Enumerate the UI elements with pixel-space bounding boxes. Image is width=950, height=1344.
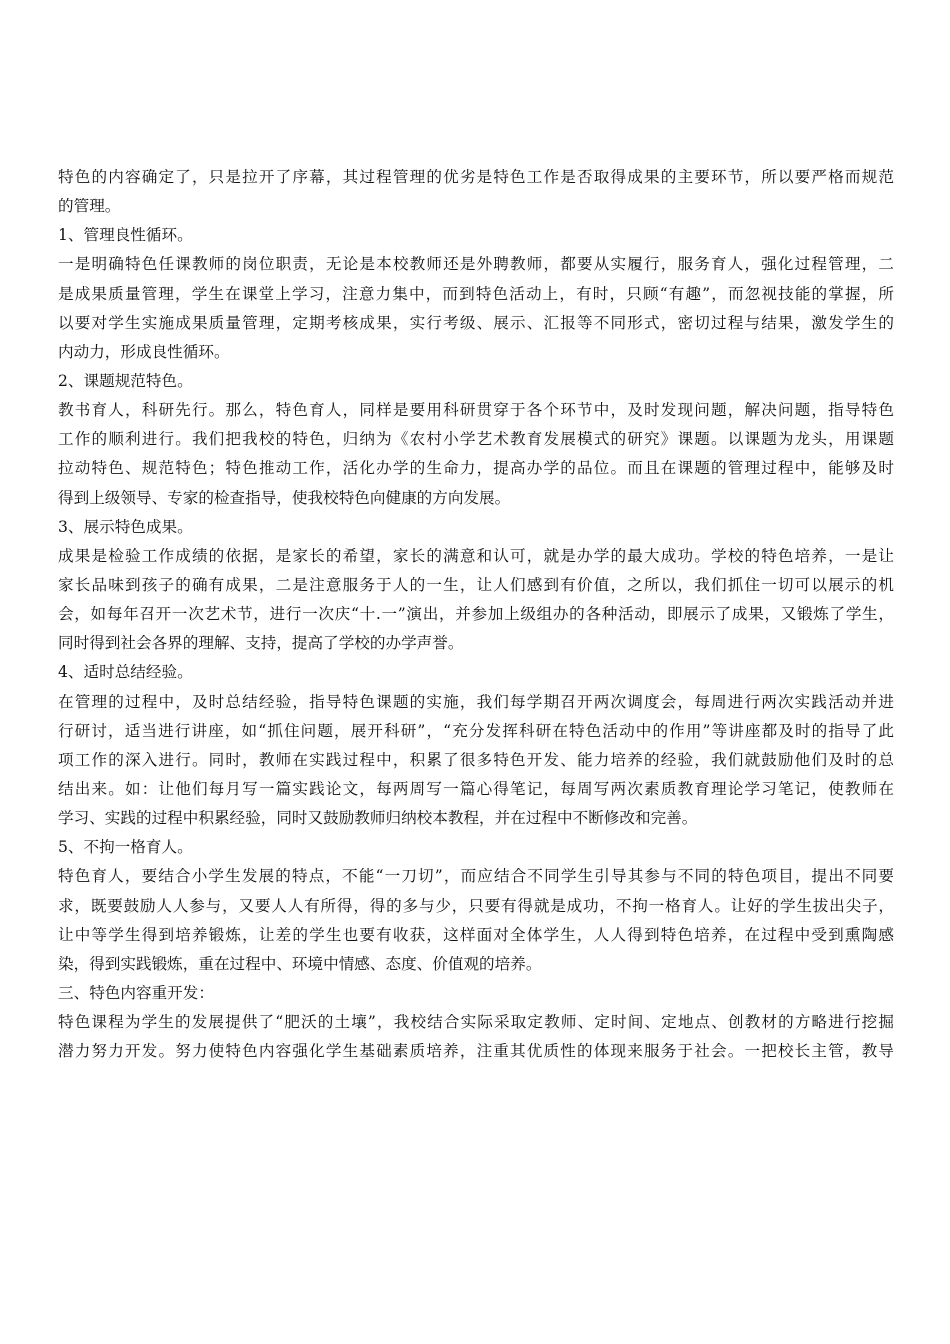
text-line: 的管理。 bbox=[58, 197, 121, 216]
text-line: 内动力，形成良性循环。 bbox=[58, 342, 230, 361]
text-line: 3、展示特色成果。 bbox=[58, 517, 193, 536]
text-line: 在管理的过程中，及时总结经验，指导特色课题的实施，我们每学期召开两次调度会，每周进行两次实践活动并进 bbox=[58, 692, 894, 711]
text-line: 拉动特色、规范特色；特色推动工作，活化办学的生命力，提高办学的品位。而且在课题的管理过程中，能够及时 bbox=[58, 459, 894, 478]
text-line: 是成果质量管理，学生在课堂上学习，注意力集中，而到特色活动上，有时，只顾“有趣”，而忽视技能的掌握，所 bbox=[58, 284, 894, 303]
text-line: 求，既要鼓励人人参与，又要人人有所得，得的多与少，只要有得就是成功，不拘一格育人。让好的学生拔出尖子， bbox=[58, 896, 894, 915]
text-line: 家长品味到孩子的确有成果，二是注意服务于人的一生，让人们感到有价值，之所以，我们抓住一切可以展示的机 bbox=[58, 575, 894, 594]
text-line: 染，得到实践锻炼，重在过程中、环境中情感、态度、价值观的培养。 bbox=[58, 954, 542, 973]
document-body bbox=[58, 163, 894, 1066]
text-line: 5、不拘一格育人。 bbox=[58, 838, 193, 857]
text-line: 工作的顺利进行。我们把我校的特色，归纳为《农村小学艺术教育发展模式的研究》课题。以课题为龙头，用课题 bbox=[58, 430, 894, 449]
text-line: 以要对学生实施成果质量管理，定期考核成果，实行考级、展示、汇报等不同形式，密切过程与结果，激发学生的 bbox=[58, 313, 894, 332]
text-line: 成果是检验工作成绩的依据，是家长的希望，家长的满意和认可，就是办学的最大成功。学校的特色培养，一是让 bbox=[58, 546, 894, 565]
text-line: 同时得到社会各界的理解、支持，提高了学校的办学声誉。 bbox=[58, 634, 464, 653]
text-line: 三、特色内容重开发： bbox=[58, 983, 214, 1002]
text-line: 潜力努力开发。努力使特色内容强化学生基础素质培养，注重其优质性的体现来服务于社会。一把校长主管，教导 bbox=[58, 1042, 894, 1061]
text-line: 1、管理良性循环。 bbox=[58, 226, 193, 245]
text-line: 得到上级领导、专家的检查指导，使我校特色向健康的方向发展。 bbox=[58, 488, 511, 507]
text-line: 特色的内容确定了，只是拉开了序幕，其过程管理的优劣是特色工作是否取得成果的主要环节，所以要严格而规范 bbox=[58, 168, 894, 186]
text-line: 一是明确特色任课教师的岗位职责，无论是本校教师还是外聘教师，都要从实履行，服务育人，强化过程管理，二 bbox=[58, 255, 894, 274]
text-line: 学习、实践的过程中积累经验，同时又鼓励教师归纳校本教程，并在过程中不断修改和完善。 bbox=[58, 809, 698, 828]
text-line: 4、适时总结经验。 bbox=[58, 663, 193, 682]
text-line: 会，如每年召开一次艺术节，进行一次庆“十.一”演出，并参加上级组办的各种活动，即展示了成果，又锻炼了学生， bbox=[58, 605, 894, 624]
text-line: 特色育人，要结合小学生发展的特点，不能“一刀切”，而应结合不同学生引导其参与不同的特色项目，提出不同要 bbox=[58, 867, 894, 886]
text-line: 2、课题规范特色。 bbox=[58, 371, 193, 390]
text-line: 特色课程为学生的发展提供了“肥沃的土壤”，我校结合实际采取定教师、定时间、定地点、创教材的方略进行挖掘 bbox=[58, 1013, 894, 1032]
text-line: 教书育人，科研先行。那么，特色育人，同样是要用科研贯穿于各个环节中，及时发现问题，解决问题，指导特色 bbox=[58, 401, 894, 420]
text-line: 项工作的深入进行。同时，教师在实践过程中，积累了很多特色开发、能力培养的经验，我们就鼓励他们及时的总 bbox=[58, 750, 894, 769]
text-line: 行研讨，适当进行讲座，如“抓住问题，展开科研”，“充分发挥科研在特色活动中的作用”等讲座都及时的指导了此 bbox=[58, 721, 894, 740]
text-line: 让中等学生得到培养锻炼，让差的学生也要有收获，这样面对全体学生，人人得到特色培养，在过程中受到熏陶感 bbox=[58, 925, 894, 944]
text-line: 结出来。如：让他们每月写一篇实践论文，每两周写一篇心得笔记，每周写两次素质教育理论学习笔记，使教师在 bbox=[58, 779, 894, 798]
